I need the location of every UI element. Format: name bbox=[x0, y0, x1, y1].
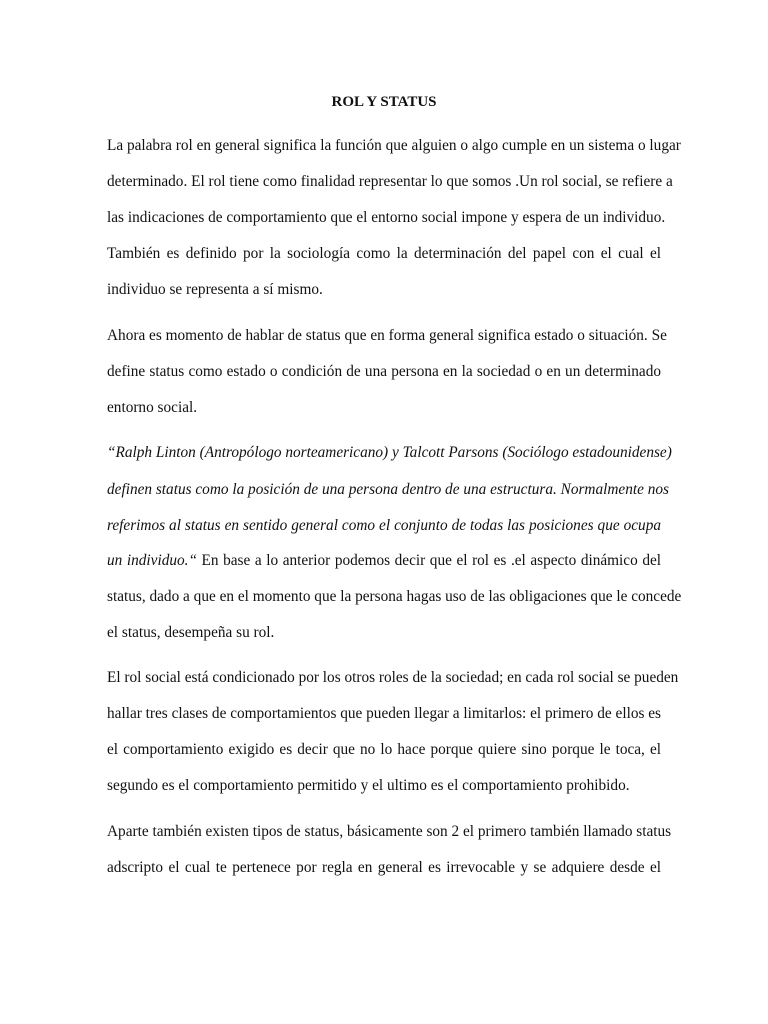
quote-line-2: definen status como la posición de una persona dentro de una estructura. Normalmente nos bbox=[107, 481, 669, 498]
paragraph-3-line-5: status, dado a que en el momento que la persona hagas uso de las obligaciones que le concede bbox=[107, 588, 682, 605]
paragraph-4-line-4: segundo es el comportamiento permitido y el ultimo es el comportamiento prohibido. bbox=[107, 777, 630, 794]
paragraph-2-line-3: entorno social. bbox=[107, 399, 198, 416]
paragraph-2-line-2: define status como estado o condición de una persona en la sociedad o en un determinado bbox=[107, 363, 661, 380]
paragraph-1-line-4: También es definido por la sociología como la determinación del papel con el cual el bbox=[107, 245, 661, 262]
quote-line-1: “Ralph Linton (Antropólogo norteamericano) y Talcott Parsons (Sociólogo estadounidense) bbox=[107, 444, 672, 461]
quote-line-3: referimos al status en sentido general como el conjunto de todas las posiciones que ocupa bbox=[107, 517, 661, 534]
paragraph-5-line-1: Aparte también existen tipos de status, básicamente son 2 el primero también llamado status bbox=[107, 823, 672, 840]
paragraph-5-line-2: adscripto el cual te pertenece por regla en general es irrevocable y se adquiere desde el bbox=[107, 859, 661, 876]
paragraph-4-line-2: hallar tres clases de comportamientos que pueden llegar a limitarlos: el primero de ellos es bbox=[107, 705, 661, 722]
paragraph-4-line-1: El rol social está condicionado por los otros roles de la sociedad; en cada rol social se pueden bbox=[107, 669, 679, 686]
quote-end: un individuo.“ bbox=[107, 552, 197, 569]
document-title: ROL Y STATUS bbox=[331, 94, 437, 110]
paragraph-4-line-3: el comportamiento exigido es decir que no lo hace porque quiere sino porque le toca, el bbox=[107, 741, 661, 758]
paragraph-1-line-1: La palabra rol en general significa la función que alguien o algo cumple en un sistema o lugar bbox=[107, 137, 681, 154]
paragraph-2-line-1: Ahora es momento de hablar de status que en forma general significa estado o situación. Se bbox=[107, 327, 667, 344]
paragraph-1-line-3: las indicaciones de comportamiento que el entorno social impone y espera de un individuo. bbox=[107, 209, 666, 226]
paragraph-1-line-5: individuo se representa a sí mismo. bbox=[107, 281, 323, 298]
paragraph-1-line-2: determinado. El rol tiene como finalidad representar lo que somos .Un rol social, se refiere a bbox=[107, 173, 673, 190]
paragraph-3-line-6: el status, desempeña su rol. bbox=[107, 624, 275, 641]
quote-continuation: En base a lo anterior podemos decir que el rol es .el aspecto dinámico del bbox=[196, 552, 662, 569]
quote-mixed-line bbox=[107, 551, 661, 571]
